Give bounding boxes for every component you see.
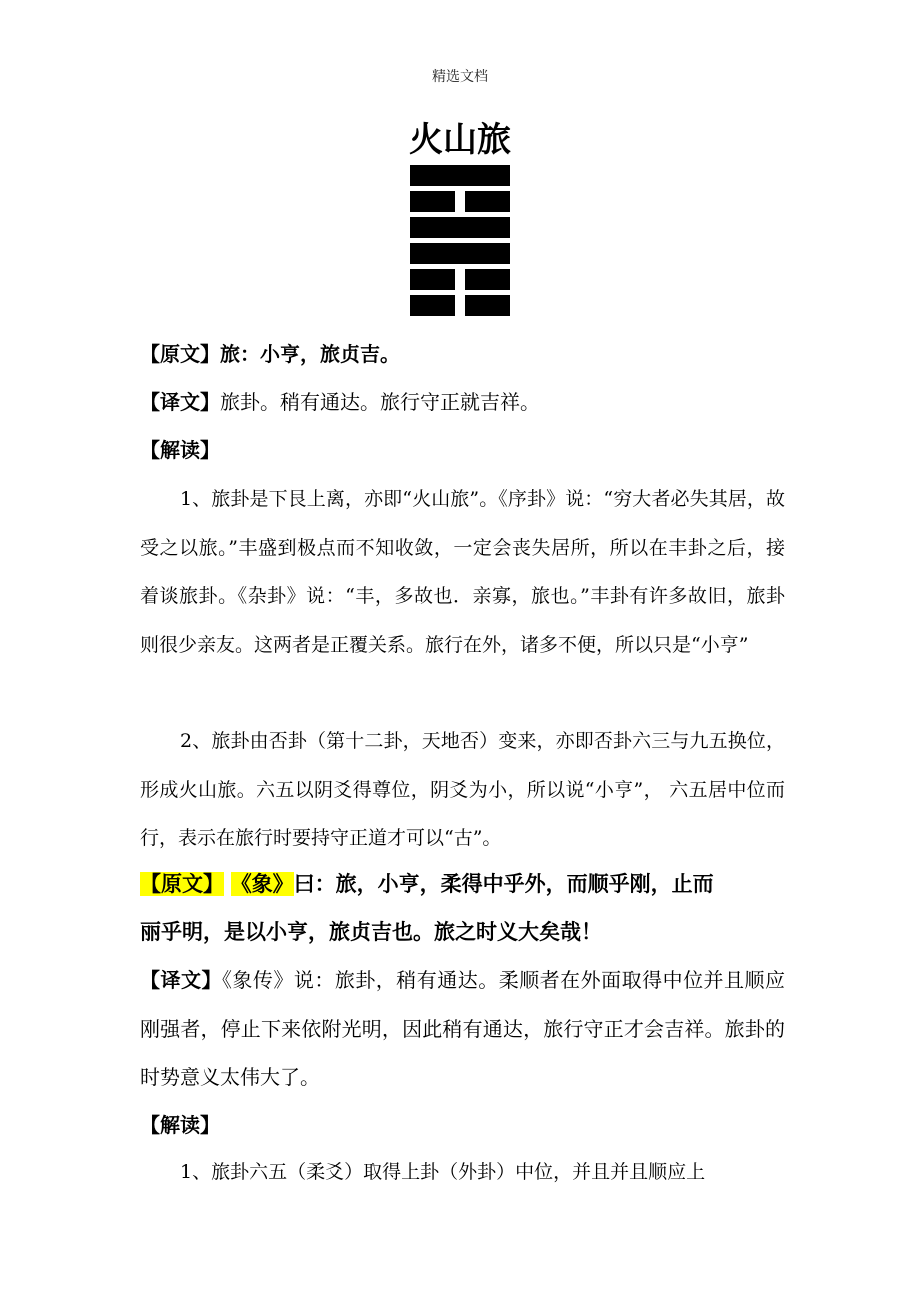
original-label: 【原文】 [140,342,220,366]
hexagram-yin-line [410,269,510,290]
page-header-label: 精选文档 [432,69,488,85]
original-text-2b: 丽乎明，是以小亨，旅贞吉也。旅之时义大矣哉！ [140,920,602,944]
hexagram-yang-line [410,217,510,238]
original-text-2a: 曰：旅，小亨，柔得中乎外，而顺乎刚，止而 [293,872,714,896]
hexagram-yang-line [410,165,510,186]
commentary-paragraph-2: 2、旅卦由否卦（第十二卦，天地否）变来，亦即否卦六三与九五换位，形成火山旅。六五以阴爻得尊位，阴爻为小，所以说“小亨”， 六五居中位而行，表示在旅行时要持守正道才可以“古”。 [140,730,785,849]
original-line-1 [140,330,780,378]
translation-line-1 [140,378,780,426]
commentary-heading-1 [140,426,780,474]
translation-paragraph-2 [140,956,785,1102]
commentary-label: 【解读】 [140,438,220,462]
translation-label: 【译文】 [140,390,220,414]
commentary-paragraph-1: 1、旅卦是下艮上离，亦即“火山旅”。《序卦》说：“穷大者必失其居，故受之以旅。”丰盛到极点而不知收敛，一定会丧失居所，所以在丰卦之后，接着谈旅卦。《杂卦》说：“丰，多故也．亲寡，旅也。”丰卦有许多故旧，旅卦则很少亲友。这两者是正覆关系。旅行在外，诸多不便，所以只是“小亨” [140,488,785,656]
hexagram-figure [410,165,510,321]
original-label-2: 【原文】 [140,872,224,896]
commentary-label-2: 【解读】 [140,1113,220,1137]
translation-text: 旅卦。稍有通达。旅行守正就吉祥。 [220,390,540,414]
translation-label-2: 【译文】 [140,968,222,992]
commentary-heading-2 [140,1101,780,1149]
translation-text-2: 《象传》说：旅卦，稍有通达。柔顺者在外面取得中位并且顺应刚强者，停止下来依附光明，因此稍有通达，旅行守正才会吉祥。旅卦的时势意义太伟大了。 [140,968,786,1089]
hexagram-yin-line [410,191,510,212]
original-line-2a [140,860,780,908]
original-text: 旅：小亨，旅贞吉。 [220,342,400,366]
book-label: 《象》 [230,872,294,896]
hexagram-yang-line [410,243,510,264]
original-line-2b [140,908,780,956]
page-title: 火山旅 [409,120,511,160]
hexagram-yin-line [410,295,510,316]
commentary-paragraph-3: 1、旅卦六五（柔爻）取得上卦（外卦）中位，并且并且顺应上 [180,1161,706,1183]
